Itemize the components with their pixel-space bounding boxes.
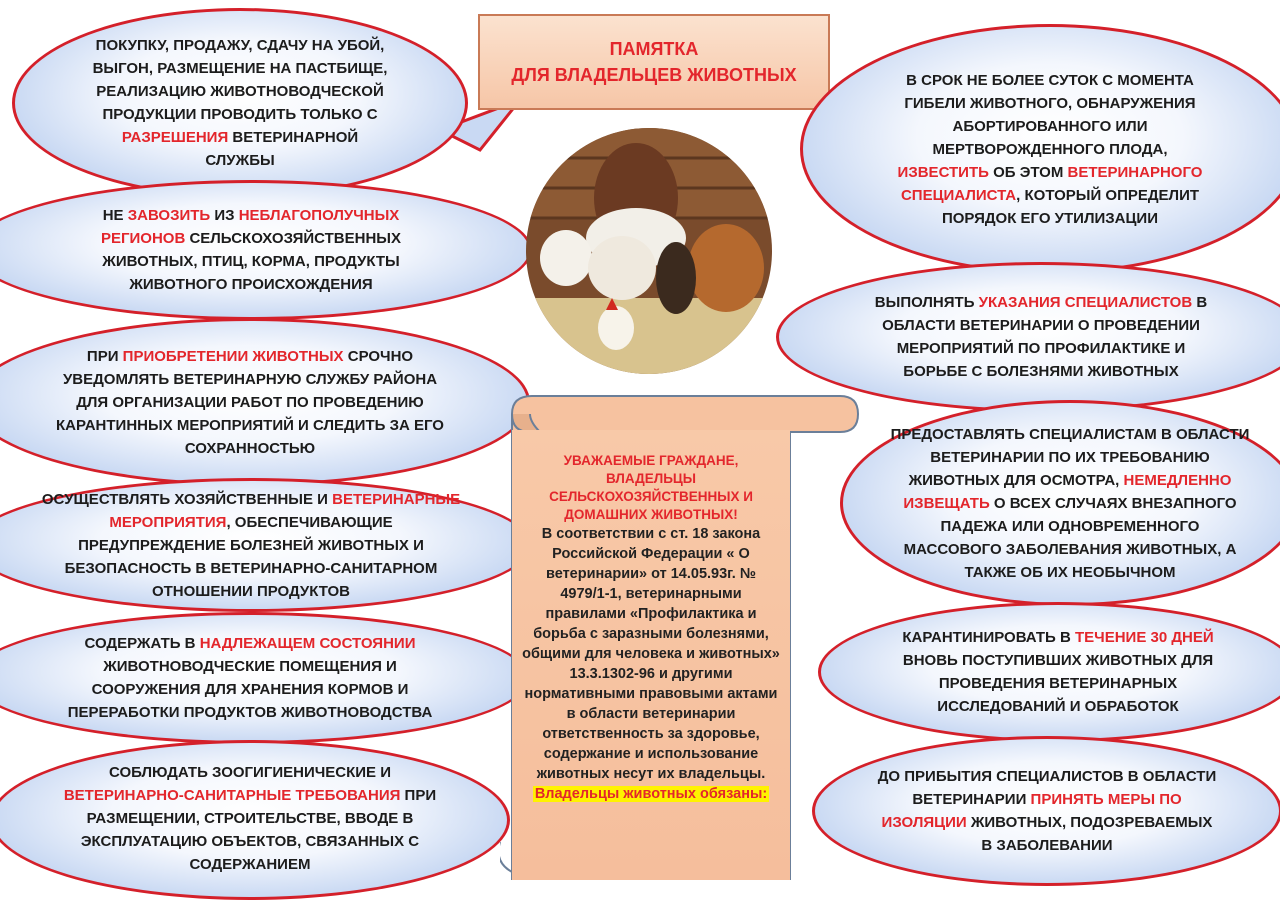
bubble-text: ПРИ ПРИОБРЕТЕНИИ ЖИВОТНЫХ СРОЧНО УВЕДОМЛЯТЬ ВЕТЕРИНАРНУЮ СЛУЖБУ РАЙОНА ДЛЯ ОРГАНИЗАЦИИ РАБОТ ПО ПРОВЕДЕНИЮ КАРАНТИННЫХ МЕРОПРИЯТИЙ И СЛЕДИТЬ ЗА ЕГО СОХРАННОСТЬЮ (56, 347, 444, 457)
title-line-1: ПАМЯТКА (609, 39, 699, 59)
scroll-heading: УВАЖАЕМЫЕ ГРАЖДАНЕ, ВЛАДЕЛЬЦЫ СЕЛЬСКОХОЗЯЙСТВЕННЫХ И ДОМАШНИХ ЖИВОТНЫХ! (549, 453, 753, 522)
bubble-text: ПРЕДОСТАВЛЯТЬ СПЕЦИАЛИСТАМ В ОБЛАСТИ ВЕТЕРИНАРИИ ПО ИХ ТРЕБОВАНИЮ ЖИВОТНЫХ ДЛЯ ОСМОТРА, НЕМЕДЛЕННО ИЗВЕЩАТЬ О ВСЕХ СЛУЧАЯХ ВНЕЗАПНОГО ПАДЕЖА ИЛИ ОДНОВРЕМЕННОГО МАССОВОГО ЗАБОЛЕВАНИЯ ЖИВОТНЫХ, А ТАКЖЕ ОБ ИХ НЕОБЫЧНОМ (890, 425, 1250, 581)
right-bubble-5 (812, 736, 1280, 886)
farm-animals-photo (526, 128, 772, 374)
scroll-text (520, 452, 782, 804)
scroll-body-text: В соответствии с ст. 18 закона Российской Федерации « О ветеринарии» от 14.05.93г. № 4979/1-1, ветеринарными правилами «Профилактика и борьба с заразными болезнями, общими для человека и животных» 13.3.1302-96 и другими нормативными правовыми актами в области ветеринарии ответственность за здоровье, содержание и использование животных несут их владельцы. (522, 526, 780, 782)
right-bubble-4 (818, 602, 1280, 742)
bubble-text: НЕ ЗАВОЗИТЬ ИЗ НЕБЛАГОПОЛУЧНЫХ РЕГИОНОВ СЕЛЬСКОХОЗЯЙСТВЕННЫХ ЖИВОТНЫХ, ПТИЦ, КОРМА, ПРОДУКТЫ ЖИВОТНОГО ПРОИСХОЖДЕНИЯ (100, 207, 401, 293)
scroll-duty-label: Владельцы животных обязаны: (534, 786, 768, 802)
right-bubble-3 (840, 400, 1280, 606)
bubble-text: ДО ПРИБЫТИЯ СПЕЦИАЛИСТОВ В ОБЛАСТИ ВЕТЕРИНАРИИ ПРИНЯТЬ МЕРЫ ПО ИЗОЛЯЦИИ ЖИВОТНЫХ, ПОДОЗРЕВАЕМЫХ В ЗАБОЛЕВАНИИ (877, 768, 1217, 854)
bubble-text: СОБЛЮДАТЬ ЗООГИГИЕНИЧЕСКИЕ И ВЕТЕРИНАРНО-САНИТАРНЫЕ ТРЕБОВАНИЯ ПРИ РАЗМЕЩЕНИИ, СТРОИТЕЛЬСТВЕ, ВВОДЕ В ЭКСПЛУАТАЦИЮ ОБЪЕКТОВ, СВЯЗАННЫХ С СОДЕРЖАНИЕМ (63, 764, 437, 873)
bubble-text: ВЫПОЛНЯТЬ УКАЗАНИЯ СПЕЦИАЛИСТОВ В ОБЛАСТИ ВЕТЕРИНАРИИ О ПРОВЕДЕНИИ МЕРОПРИЯТИЙ ПО ПРОФИЛАКТИКЕ И БОРЬБЕ С БОЛЕЗНЯМИ ЖИВОТНЫХ (874, 294, 1208, 380)
title-banner (478, 14, 830, 110)
right-bubble-1 (800, 24, 1280, 274)
left-bubble-4 (0, 478, 532, 612)
bubble-text: КАРАНТИНИРОВАТЬ В ТЕЧЕНИЕ 30 ДНЕЙ ВНОВЬ ПОСТУПИВШИХ ЖИВОТНЫХ ДЛЯ ПРОВЕДЕНИЯ ВЕТЕРИНАРНЫХ ИССЛЕДОВАНИЙ И ОБРАБОТОК (902, 629, 1214, 715)
title-line-2: ДЛЯ ВЛАДЕЛЬЦЕВ ЖИВОТНЫХ (511, 65, 797, 85)
bubble-text: В СРОК НЕ БОЛЕЕ СУТОК С МОМЕНТА ГИБЕЛИ ЖИВОТНОГО, ОБНАРУЖЕНИЯ АБОРТИРОВАННОГО ИЛИ МЕРТВОРОЖДЕННОГО ПЛОДА, ИЗВЕСТИТЬ ОБ ЭТОМ ВЕТЕРИНАРНОГО СПЕЦИАЛИСТА, КОТОРЫЙ ОПРЕДЕЛИТ ПОРЯДОК ЕГО УТИЛИЗАЦИИ (897, 71, 1203, 227)
bubble-text: ОСУЩЕСТВЛЯТЬ ХОЗЯЙСТВЕННЫЕ И ВЕТЕРИНАРНЫЕ МЕРОПРИЯТИЯ, ОБЕСПЕЧИВАЮЩИЕ ПРЕДУПРЕЖДЕНИЕ БОЛЕЗНЕЙ ЖИВОТНЫХ И БЕЗОПАСНОСТЬ В ВЕТЕРИНАРНО-САНИТАРНОМ ОТНОШЕНИИ ПРОДУКТОВ (41, 490, 461, 600)
left-bubble-1 (12, 8, 468, 198)
bubble-text: СОДЕРЖАТЬ В НАДЛЕЖАЩЕМ СОСТОЯНИИ ЖИВОТНОВОДЧЕСКИЕ ПОМЕЩЕНИЯ И СООРУЖЕНИЯ ДЛЯ ХРАНЕНИЯ КОРМОВ И ПЕРЕРАБОТКИ ПРОДУКТОВ ЖИВОТНОВОДСТВА (67, 635, 433, 721)
bubble-text: ПОКУПКУ, ПРОДАЖУ, СДАЧУ НА УБОЙ, ВЫГОН, РАЗМЕЩЕНИЕ НА ПАСТБИЩЕ, РЕАЛИЗАЦИЮ ЖИВОТНОВОДЧЕСКОЙ ПРОДУКЦИИ ПРОВОДИТЬ ТОЛЬКО С РАЗРЕШЕНИЯ ВЕТЕРИНАРНОЙ СЛУЖБЫ (92, 37, 388, 169)
left-bubble-6 (0, 740, 510, 900)
right-bubble-2 (776, 262, 1280, 412)
